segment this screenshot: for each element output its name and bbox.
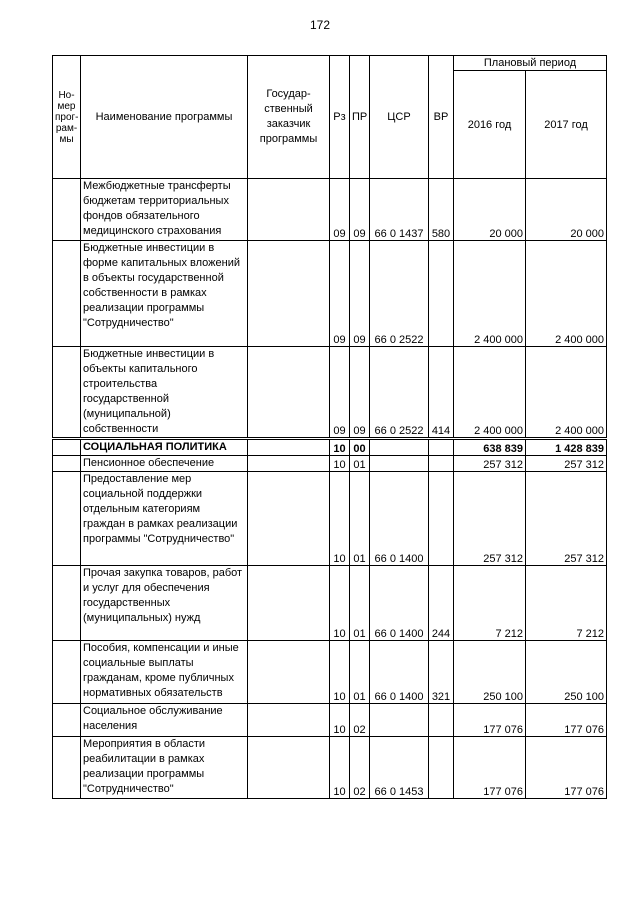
amount-2016-cell: 2 400 000 xyxy=(454,347,526,439)
amount-2016-cell: 257 312 xyxy=(454,456,526,472)
program-number-cell xyxy=(53,456,81,472)
pr-cell: 01 xyxy=(350,566,370,641)
program-number-cell xyxy=(53,347,81,439)
amount-2017-cell: 250 100 xyxy=(526,641,607,704)
table-row xyxy=(53,439,607,456)
program-name-cell: Бюджетные инвестиции в объекты капитального строительства государственной (муниципальной) собственности xyxy=(81,347,248,439)
header-rz: Рз xyxy=(330,56,350,179)
state-customer-cell xyxy=(248,704,330,737)
vr-cell: 414 xyxy=(429,347,454,439)
header-pr: ПР xyxy=(350,56,370,179)
amount-2016-cell: 20 000 xyxy=(454,179,526,241)
state-customer-cell xyxy=(248,347,330,439)
pr-cell: 02 xyxy=(350,737,370,799)
budget-table xyxy=(52,55,607,799)
csr-cell xyxy=(370,704,429,737)
csr-cell: 66 0 1400 xyxy=(370,566,429,641)
page-number: 172 xyxy=(309,18,331,32)
amount-2016-cell: 257 312 xyxy=(454,472,526,566)
vr-cell xyxy=(429,704,454,737)
program-number-cell xyxy=(53,439,81,456)
amount-2017-cell: 177 076 xyxy=(526,737,607,799)
header-csr: ЦСР xyxy=(370,56,429,179)
vr-cell xyxy=(429,241,454,347)
program-number-cell xyxy=(53,472,81,566)
amount-2017-cell: 20 000 xyxy=(526,179,607,241)
pr-cell: 09 xyxy=(350,347,370,439)
csr-cell xyxy=(370,439,429,456)
vr-cell: 321 xyxy=(429,641,454,704)
vr-cell xyxy=(429,472,454,566)
vr-cell: 580 xyxy=(429,179,454,241)
table-row xyxy=(53,456,607,472)
vr-cell xyxy=(429,456,454,472)
header-vr: ВР xyxy=(429,56,454,179)
amount-2017-cell: 257 312 xyxy=(526,472,607,566)
rz-cell: 09 xyxy=(330,241,350,347)
header-year-2017: 2017 год xyxy=(526,71,607,179)
table-row xyxy=(53,737,607,799)
amount-2017-cell: 177 076 xyxy=(526,704,607,737)
table-row xyxy=(53,241,607,347)
program-name-cell: Предоставление мер социальной поддержки отдельным категориям граждан в рамках реализации программы "Сотрудничество" xyxy=(81,472,248,566)
program-number-cell xyxy=(53,179,81,241)
pr-cell: 00 xyxy=(350,439,370,456)
pr-cell: 01 xyxy=(350,472,370,566)
rz-cell: 10 xyxy=(330,439,350,456)
program-name-cell: Пособия, компенсации и иные социальные выплаты гражданам, кроме публичных нормативных обязательств xyxy=(81,641,248,704)
pr-cell: 09 xyxy=(350,179,370,241)
vr-cell: 244 xyxy=(429,566,454,641)
state-customer-cell xyxy=(248,179,330,241)
header-program-number: Но-мер прог-рам-мы xyxy=(53,56,81,179)
amount-2017-cell: 2 400 000 xyxy=(526,347,607,439)
state-customer-cell xyxy=(248,566,330,641)
program-name-cell: Межбюджетные трансферты бюджетам территориальных фондов обязательного медицинского страхования xyxy=(81,179,248,241)
amount-2016-cell: 177 076 xyxy=(454,704,526,737)
program-name-cell: Прочая закупка товаров, работ и услуг для обеспечения государственных (муниципальных) нужд xyxy=(81,566,248,641)
program-name-cell: Социальное обслуживание населения xyxy=(81,704,248,737)
program-number-cell xyxy=(53,566,81,641)
csr-cell: 66 0 2522 xyxy=(370,241,429,347)
amount-2016-cell: 177 076 xyxy=(454,737,526,799)
table-row xyxy=(53,472,607,566)
rz-cell: 09 xyxy=(330,347,350,439)
header-year-2016: 2016 год xyxy=(454,71,526,179)
pr-cell: 09 xyxy=(350,241,370,347)
state-customer-cell xyxy=(248,456,330,472)
csr-cell: 66 0 1400 xyxy=(370,472,429,566)
table-row xyxy=(53,566,607,641)
table-row xyxy=(53,179,607,241)
program-number-cell xyxy=(53,704,81,737)
amount-2017-cell: 257 312 xyxy=(526,456,607,472)
state-customer-cell xyxy=(248,241,330,347)
state-customer-cell xyxy=(248,641,330,704)
csr-cell: 66 0 1400 xyxy=(370,641,429,704)
rz-cell: 10 xyxy=(330,704,350,737)
state-customer-cell xyxy=(248,737,330,799)
header-state-customer: Государ-ственный заказчик программы xyxy=(248,56,330,179)
program-name-cell: Мероприятия в области реабилитации в рамках реализации программы "Сотрудничество" xyxy=(81,737,248,799)
table-row xyxy=(53,704,607,737)
header-plan-period: Плановый период xyxy=(454,56,607,71)
table-row xyxy=(53,641,607,704)
amount-2016-cell: 638 839 xyxy=(454,439,526,456)
state-customer-cell xyxy=(248,439,330,456)
program-number-cell xyxy=(53,737,81,799)
amount-2017-cell: 2 400 000 xyxy=(526,241,607,347)
amount-2016-cell: 250 100 xyxy=(454,641,526,704)
csr-cell: 66 0 2522 xyxy=(370,347,429,439)
program-name-cell: Бюджетные инвестиции в форме капитальных вложений в объекты государственной собственности в рамках реализации программы "Сотрудничество" xyxy=(81,241,248,347)
rz-cell: 10 xyxy=(330,472,350,566)
pr-cell: 01 xyxy=(350,641,370,704)
table-row xyxy=(53,347,607,439)
program-number-cell xyxy=(53,241,81,347)
program-name-cell: СОЦИАЛЬНАЯ ПОЛИТИКА xyxy=(81,439,248,456)
program-name-cell: Пенсионное обеспечение xyxy=(81,456,248,472)
rz-cell: 10 xyxy=(330,737,350,799)
amount-2017-cell: 1 428 839 xyxy=(526,439,607,456)
state-customer-cell xyxy=(248,472,330,566)
amount-2017-cell: 7 212 xyxy=(526,566,607,641)
vr-cell xyxy=(429,439,454,456)
rz-cell: 10 xyxy=(330,566,350,641)
csr-cell xyxy=(370,456,429,472)
rz-cell: 09 xyxy=(330,179,350,241)
program-number-cell xyxy=(53,641,81,704)
csr-cell: 66 0 1453 xyxy=(370,737,429,799)
pr-cell: 01 xyxy=(350,456,370,472)
amount-2016-cell: 2 400 000 xyxy=(454,241,526,347)
vr-cell xyxy=(429,737,454,799)
rz-cell: 10 xyxy=(330,641,350,704)
header-program-name: Наименование программы xyxy=(81,56,248,179)
amount-2016-cell: 7 212 xyxy=(454,566,526,641)
rz-cell: 10 xyxy=(330,456,350,472)
pr-cell: 02 xyxy=(350,704,370,737)
csr-cell: 66 0 1437 xyxy=(370,179,429,241)
